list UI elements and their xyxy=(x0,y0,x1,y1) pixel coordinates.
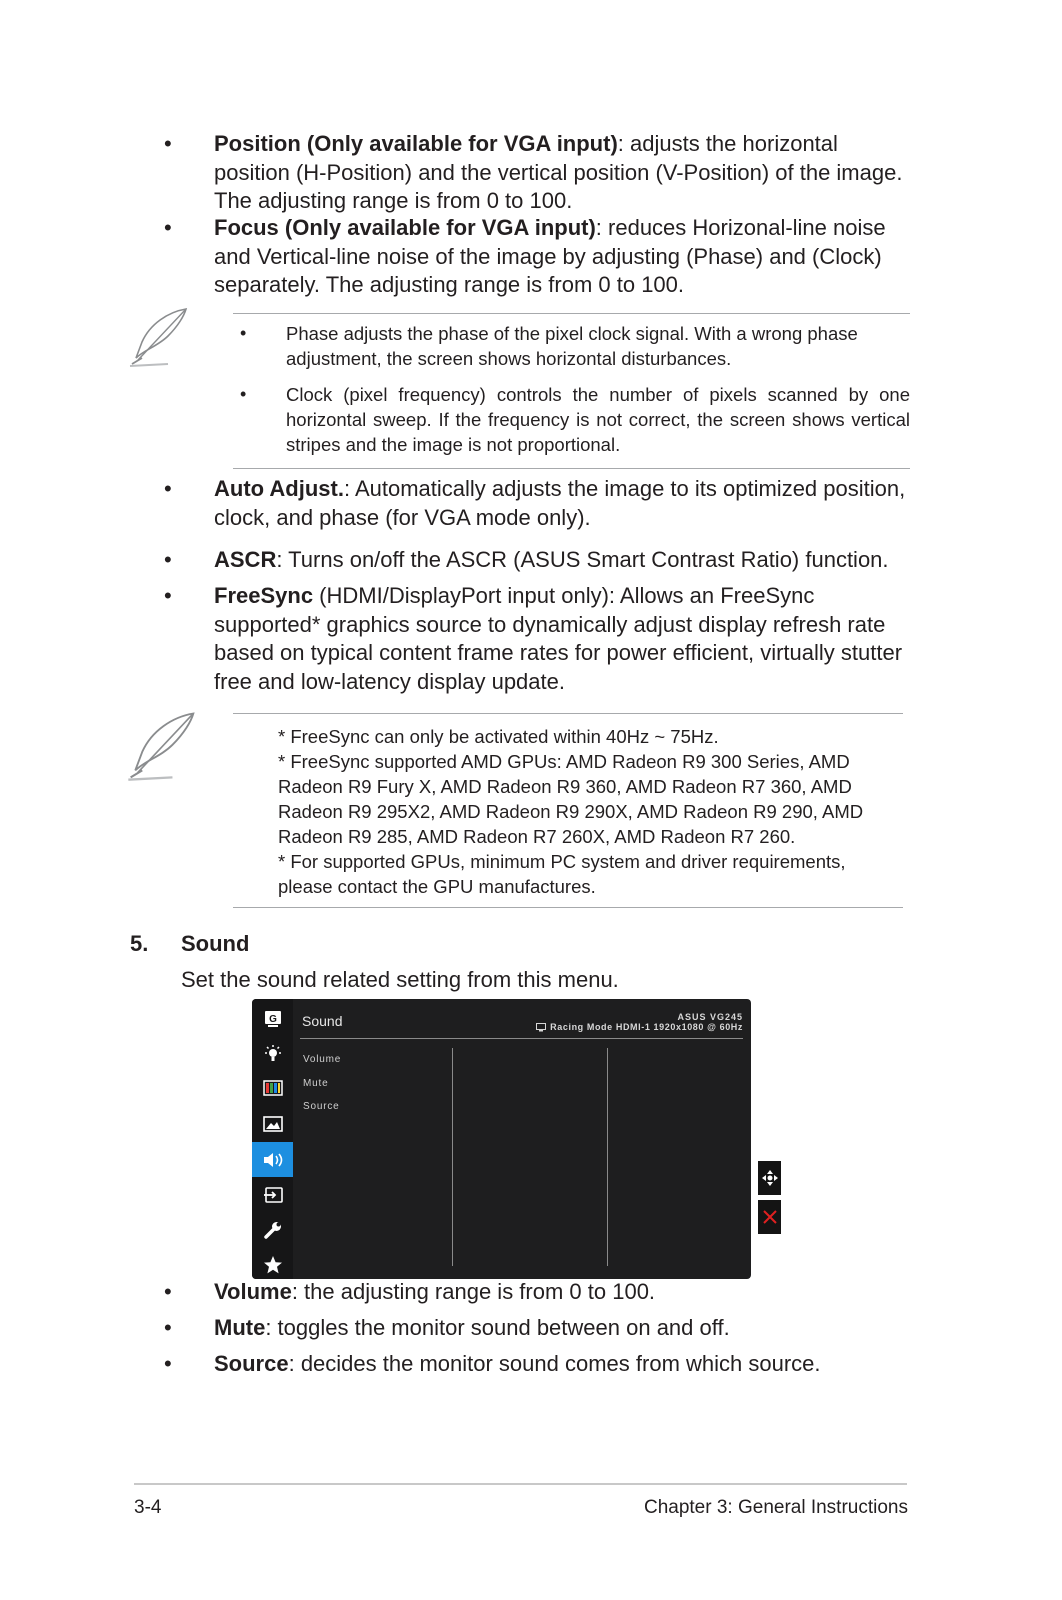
volume-desc: : the adjusting range is from 0 to 100. xyxy=(291,1279,656,1304)
system-setup-icon[interactable] xyxy=(252,1212,293,1247)
image-icon[interactable] xyxy=(252,1106,293,1141)
bullet-dot: • xyxy=(164,131,172,156)
mute-desc: : toggles the monitor sound between on and off. xyxy=(265,1315,730,1340)
mute-term: Mute xyxy=(214,1315,266,1340)
svg-text:G: G xyxy=(268,1013,277,1025)
bullet-dot: • xyxy=(164,583,172,608)
footer-rule xyxy=(134,1483,907,1485)
osd-item-volume[interactable]: Volume xyxy=(303,1054,342,1065)
bullet-dot: • xyxy=(164,1351,172,1376)
note-bullet-dot: • xyxy=(240,384,247,404)
osd-status-text: Racing Mode HDMI-1 1920x1080 @ 60Hz xyxy=(550,1022,743,1032)
osd-menu-screenshot xyxy=(252,999,751,1279)
monitor-icon xyxy=(536,1023,546,1032)
brightness-icon[interactable] xyxy=(252,1036,293,1071)
focus-term: Focus (Only available for VGA input) xyxy=(214,215,596,240)
color-icon[interactable] xyxy=(252,1071,293,1106)
gamevisual-icon[interactable] xyxy=(252,1001,293,1036)
four-way-arrow-icon xyxy=(761,1169,779,1187)
position-term: Position (Only available for VGA input) xyxy=(214,131,618,156)
navigate-button[interactable] xyxy=(758,1161,781,1195)
freesync-paragraph xyxy=(214,582,914,696)
note2-top-rule xyxy=(233,713,903,714)
section-number: 5. xyxy=(130,931,149,956)
section-title: Sound xyxy=(181,931,250,956)
note-top-rule xyxy=(233,313,910,314)
chapter-title: Chapter 3: General Instructions xyxy=(643,1497,908,1518)
note2-bottom-rule xyxy=(233,907,903,908)
note-feather-icon xyxy=(128,306,190,368)
ascr-paragraph xyxy=(214,546,914,575)
osd-divider xyxy=(300,1038,743,1039)
close-button[interactable] xyxy=(758,1200,781,1234)
osd-item-mute[interactable]: Mute xyxy=(303,1078,329,1089)
volume-term: Volume xyxy=(214,1279,292,1304)
osd-status xyxy=(536,1022,743,1032)
osd-title: Sound xyxy=(302,1013,343,1029)
volume-paragraph xyxy=(214,1278,914,1307)
focus-desc: : reduces Horizonal-line noise and Vertical-line noise of the image by adjusting (Phase) and (Clock) separately. The adjusting range is from 0 to 100. xyxy=(214,215,886,297)
page-number: 3-4 xyxy=(134,1497,162,1518)
osd-column-divider xyxy=(607,1048,608,1266)
source-paragraph xyxy=(214,1350,914,1379)
note-feather-icon xyxy=(126,710,198,782)
ascr-desc: : Turns on/off the ASCR (ASUS Smart Contrast Ratio) function. xyxy=(276,547,889,572)
osd-item-source[interactable]: Source xyxy=(303,1101,340,1112)
bullet-dot: • xyxy=(164,215,172,240)
source-term: Source xyxy=(214,1351,289,1376)
freesync-desc: (HDMI/DisplayPort input only): Allows an FreeSync supported* graphics source to dynamically adjust display refresh rate based on typical content frame rates for power efficient, virtually stutter free and low-latency display update. xyxy=(214,583,903,694)
note-bottom-rule xyxy=(233,468,910,469)
auto-adjust-paragraph xyxy=(214,475,914,532)
bullet-dot: • xyxy=(164,547,172,572)
position-desc: : adjusts the horizontal position (H-Position) and the vertical position (V-Position) of the image. The adjusting range is from 0 to 100. xyxy=(214,131,903,213)
note-phase-text: Phase adjusts the phase of the pixel clock signal. With a wrong phase adjustment, the screen shows horizontal disturbances. xyxy=(286,323,858,369)
auto-adjust-desc: : Automatically adjusts the image to its optimized position, clock, and phase (for VGA mode only). xyxy=(214,476,906,530)
ascr-term: ASCR xyxy=(214,547,277,572)
section-intro: Set the sound related setting from this menu. xyxy=(181,967,619,992)
bullet-dot: • xyxy=(164,1315,172,1340)
close-icon xyxy=(762,1209,778,1225)
freesync-term: FreeSync xyxy=(214,583,314,608)
osd-brand: ASUS VG245 xyxy=(677,1012,743,1022)
focus-paragraph xyxy=(214,214,914,300)
sound-icon[interactable] xyxy=(252,1142,293,1177)
note2-line-range: * FreeSync can only be activated within 40Hz ~ 75Hz. xyxy=(278,726,719,747)
note2-line-gpus: * FreeSync supported AMD GPUs: AMD Radeon R9 300 Series, AMD Radeon R9 Fury X, AMD Radeon R9 360, AMD Radeon R7 360, AMD Radeon R9 295X2, AMD Radeon R9 290X, AMD Radeon R9 290, AMD Radeon R9 285, AMD Radeon R7 260X, AMD Radeon R7 260. xyxy=(278,751,864,847)
input-select-icon[interactable] xyxy=(252,1177,293,1212)
position-paragraph xyxy=(214,130,914,216)
osd-sidebar xyxy=(252,999,293,1279)
note-bullet-dot: • xyxy=(240,323,247,343)
mute-paragraph xyxy=(214,1314,914,1343)
note2-line-requirements: * For supported GPUs, minimum PC system and driver requirements, please contact the GPU manufactures. xyxy=(278,851,846,897)
bullet-dot: • xyxy=(164,476,172,501)
auto-adjust-term: Auto Adjust. xyxy=(214,476,344,501)
source-desc: : decides the monitor sound comes from which source. xyxy=(288,1351,821,1376)
bullet-dot: • xyxy=(164,1279,172,1304)
myfavorite-icon[interactable] xyxy=(252,1247,293,1279)
osd-column-divider xyxy=(452,1048,453,1266)
note-clock-text: Clock (pixel frequency) controls the number of pixels scanned by one horizontal sweep. If the frequency is not correct, the screen shows vertical stripes and the image is not proportional. xyxy=(286,384,910,455)
